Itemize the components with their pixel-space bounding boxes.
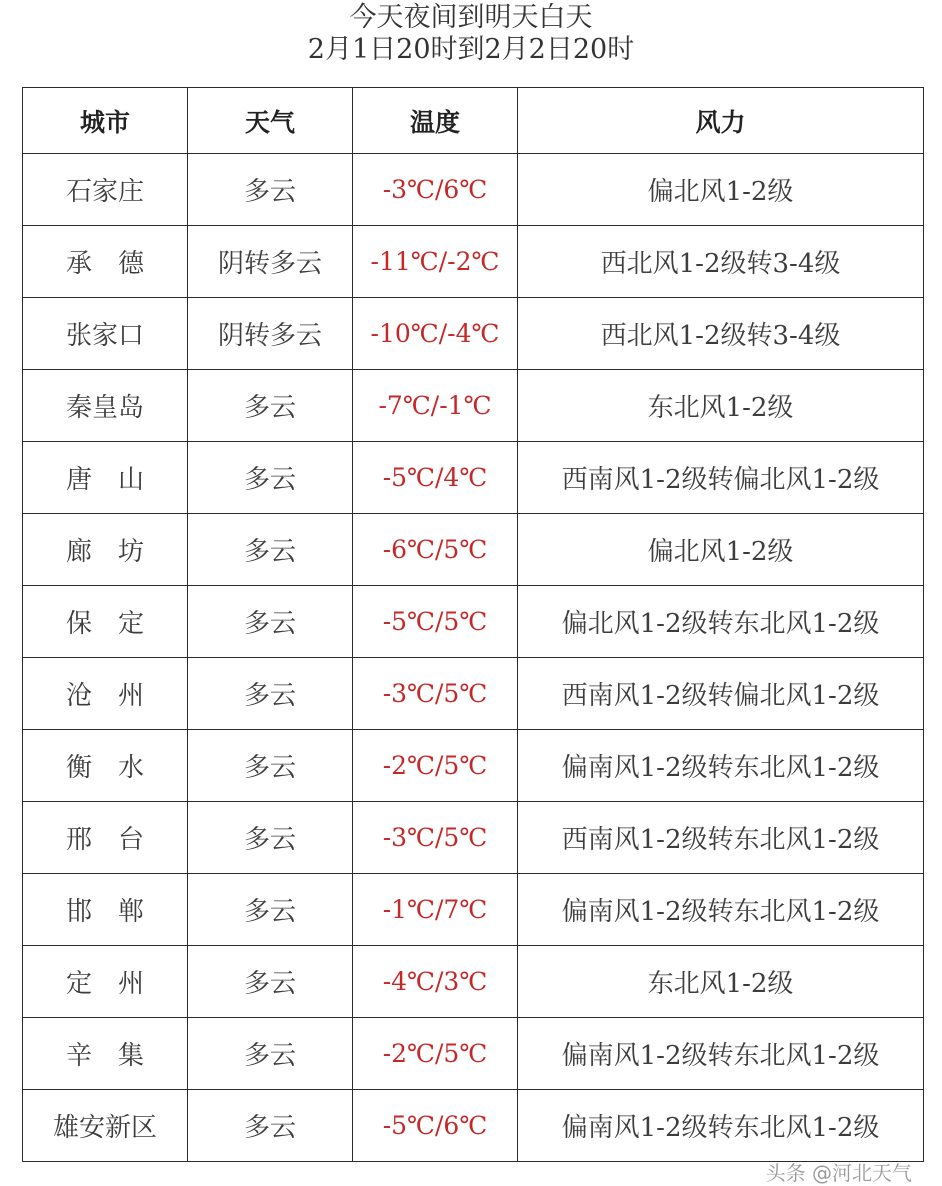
header-wind: 风力 bbox=[518, 88, 924, 154]
cell-weather: 多云 bbox=[188, 802, 353, 874]
table-row bbox=[23, 1018, 924, 1090]
cell-temperature: -1℃/7℃ bbox=[353, 874, 518, 946]
cell-wind: 偏南风1-2级转东北风1-2级 bbox=[518, 1090, 924, 1162]
cell-temperature: -5℃/4℃ bbox=[353, 442, 518, 514]
cell-weather: 多云 bbox=[188, 730, 353, 802]
cell-city: 秦皇岛 bbox=[23, 370, 188, 442]
table-row bbox=[23, 442, 924, 514]
cell-weather: 多云 bbox=[188, 1090, 353, 1162]
cell-wind: 西南风1-2级转偏北风1-2级 bbox=[518, 442, 924, 514]
cell-wind: 偏南风1-2级转东北风1-2级 bbox=[518, 1018, 924, 1090]
table-row bbox=[23, 226, 924, 298]
cell-city: 衡 水 bbox=[23, 730, 188, 802]
page-header bbox=[0, 2, 942, 66]
table-body bbox=[23, 154, 924, 1162]
cell-wind: 东北风1-2级 bbox=[518, 370, 924, 442]
cell-temperature: -3℃/5℃ bbox=[353, 802, 518, 874]
cell-weather: 多云 bbox=[188, 946, 353, 1018]
header-city: 城市 bbox=[23, 88, 188, 154]
cell-wind: 偏北风1-2级 bbox=[518, 154, 924, 226]
cell-wind: 偏南风1-2级转东北风1-2级 bbox=[518, 730, 924, 802]
cell-weather: 多云 bbox=[188, 586, 353, 658]
cell-weather: 多云 bbox=[188, 874, 353, 946]
cell-temperature: -6℃/5℃ bbox=[353, 514, 518, 586]
table-row bbox=[23, 154, 924, 226]
title-line-1: 今天夜间到明天白天 bbox=[349, 2, 593, 33]
cell-city: 邯 郸 bbox=[23, 874, 188, 946]
table-row bbox=[23, 514, 924, 586]
cell-weather: 多云 bbox=[188, 442, 353, 514]
cell-city: 保 定 bbox=[23, 586, 188, 658]
table-row bbox=[23, 802, 924, 874]
source-watermark: 头条 @河北天气 bbox=[765, 1161, 912, 1185]
cell-city: 定 州 bbox=[23, 946, 188, 1018]
cell-temperature: -3℃/5℃ bbox=[353, 658, 518, 730]
table-row bbox=[23, 586, 924, 658]
cell-city: 石家庄 bbox=[23, 154, 188, 226]
cell-wind: 西南风1-2级转偏北风1-2级 bbox=[518, 658, 924, 730]
cell-wind: 偏南风1-2级转东北风1-2级 bbox=[518, 874, 924, 946]
table-row bbox=[23, 946, 924, 1018]
header-temperature: 温度 bbox=[353, 88, 518, 154]
weather-forecast-table bbox=[22, 87, 924, 1162]
cell-city: 辛 集 bbox=[23, 1018, 188, 1090]
cell-weather: 多云 bbox=[188, 154, 353, 226]
table-row bbox=[23, 370, 924, 442]
cell-temperature: -5℃/6℃ bbox=[353, 1090, 518, 1162]
cell-temperature: -3℃/6℃ bbox=[353, 154, 518, 226]
cell-temperature: -2℃/5℃ bbox=[353, 1018, 518, 1090]
cell-temperature: -5℃/5℃ bbox=[353, 586, 518, 658]
table-header-row bbox=[23, 88, 924, 154]
title-line-2: 2月1日20时到2月2日20时 bbox=[307, 34, 635, 65]
cell-city: 唐 山 bbox=[23, 442, 188, 514]
cell-temperature: -7℃/-1℃ bbox=[353, 370, 518, 442]
cell-temperature: -4℃/3℃ bbox=[353, 946, 518, 1018]
cell-weather: 多云 bbox=[188, 370, 353, 442]
cell-temperature: -10℃/-4℃ bbox=[353, 298, 518, 370]
cell-temperature: -2℃/5℃ bbox=[353, 730, 518, 802]
cell-weather: 多云 bbox=[188, 514, 353, 586]
cell-wind: 偏北风1-2级 bbox=[518, 514, 924, 586]
table-row bbox=[23, 298, 924, 370]
table-row bbox=[23, 874, 924, 946]
table-row bbox=[23, 730, 924, 802]
table-row bbox=[23, 1090, 924, 1162]
cell-wind: 西北风1-2级转3-4级 bbox=[518, 226, 924, 298]
cell-wind: 西北风1-2级转3-4级 bbox=[518, 298, 924, 370]
cell-temperature: -11℃/-2℃ bbox=[353, 226, 518, 298]
cell-wind: 西南风1-2级转东北风1-2级 bbox=[518, 802, 924, 874]
header-weather: 天气 bbox=[188, 88, 353, 154]
cell-city: 承 德 bbox=[23, 226, 188, 298]
cell-weather: 阴转多云 bbox=[188, 298, 353, 370]
cell-weather: 阴转多云 bbox=[188, 226, 353, 298]
cell-weather: 多云 bbox=[188, 658, 353, 730]
cell-city: 廊 坊 bbox=[23, 514, 188, 586]
cell-city: 雄安新区 bbox=[23, 1090, 188, 1162]
cell-city: 张家口 bbox=[23, 298, 188, 370]
cell-wind: 偏北风1-2级转东北风1-2级 bbox=[518, 586, 924, 658]
cell-city: 沧 州 bbox=[23, 658, 188, 730]
cell-weather: 多云 bbox=[188, 1018, 353, 1090]
cell-city: 邢 台 bbox=[23, 802, 188, 874]
table-row bbox=[23, 658, 924, 730]
cell-wind: 东北风1-2级 bbox=[518, 946, 924, 1018]
